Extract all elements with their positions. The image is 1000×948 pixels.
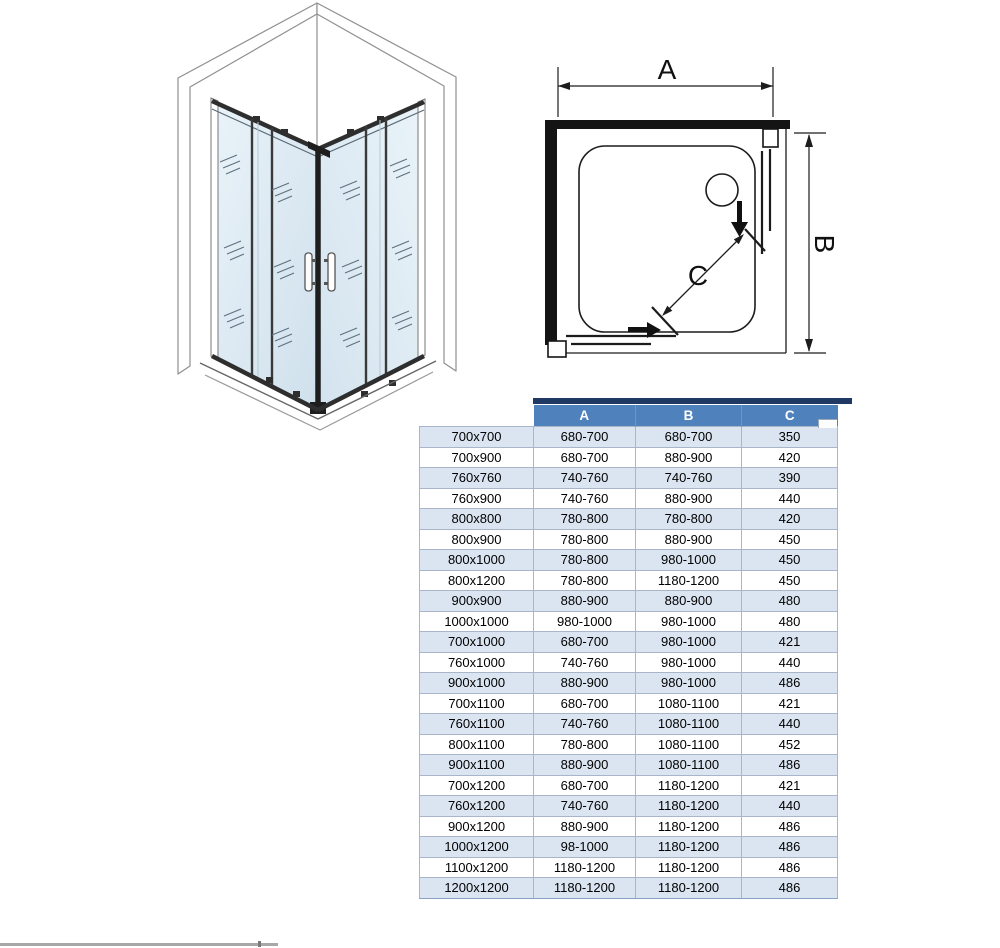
dim-a-cell: 780-800: [534, 550, 636, 571]
dim-c-cell: 440: [742, 796, 838, 817]
table-row: [420, 652, 838, 673]
dim-b-cell: 1180-1200: [636, 837, 742, 858]
size-cell: 800x1200: [420, 570, 534, 591]
size-cell: 1000x1000: [420, 611, 534, 632]
dim-b-cell: 1080-1100: [636, 755, 742, 776]
dim-c-cell: 421: [742, 775, 838, 796]
frame-stile-right: [418, 99, 425, 358]
roller: [253, 116, 260, 122]
dim-b-cell: 880-900: [636, 591, 742, 612]
dim-b-cell: 1180-1200: [636, 878, 742, 899]
dim-c-cell: 421: [742, 693, 838, 714]
table-row: [420, 550, 838, 571]
dim-a-cell: 880-900: [534, 816, 636, 837]
roller: [266, 377, 273, 383]
size-cell: 760x1100: [420, 714, 534, 735]
dim-b-cell: 1080-1100: [636, 714, 742, 735]
size-cell: 760x1200: [420, 796, 534, 817]
dim-c-cell: 450: [742, 529, 838, 550]
dim-c-cell: 420: [742, 447, 838, 468]
wall-end-profile-bottom: [548, 341, 566, 357]
dim-c-cell: 350: [742, 427, 838, 448]
table-row: [420, 878, 838, 899]
dim-b-cell: 780-800: [636, 509, 742, 530]
dim-a-cell: 680-700: [534, 632, 636, 653]
dim-a-cell: 1180-1200: [534, 857, 636, 878]
dim-c-cell: 450: [742, 570, 838, 591]
roller: [293, 391, 300, 397]
header-notch: [818, 419, 837, 428]
size-cell: 800x1100: [420, 734, 534, 755]
glass-panel-lines-bottom: [566, 336, 676, 344]
size-cell: 800x900: [420, 529, 534, 550]
wall-top: [545, 120, 790, 129]
size-table-block: [419, 398, 853, 899]
dim-a-cell: 740-760: [534, 488, 636, 509]
table-row: [420, 570, 838, 591]
size-table: [419, 405, 838, 899]
table-row: [420, 529, 838, 550]
dim-b-cell: 980-1000: [636, 550, 742, 571]
door-slide-arrow-down: [731, 201, 748, 237]
arrowhead: [805, 339, 813, 352]
dim-b-cell: 980-1000: [636, 673, 742, 694]
size-cell: 760x760: [420, 468, 534, 489]
dim-b-cell: 980-1000: [636, 652, 742, 673]
table-row: [420, 816, 838, 837]
dim-a-cell: 680-700: [534, 693, 636, 714]
dim-a-cell: 780-800: [534, 570, 636, 591]
table-row: [420, 611, 838, 632]
dim-a-cell: 98-1000: [534, 837, 636, 858]
glass-panel-lines-top: [762, 149, 770, 254]
shower-tray-outline: [579, 146, 755, 332]
size-cell: 760x900: [420, 488, 534, 509]
size-cell: 800x1000: [420, 550, 534, 571]
dim-a-cell: 740-760: [534, 714, 636, 735]
dim-c-cell: 450: [742, 550, 838, 571]
dim-a-cell: 680-700: [534, 775, 636, 796]
table-row: [420, 693, 838, 714]
dim-c-cell: 486: [742, 755, 838, 776]
dimension-b-label: B: [809, 234, 840, 254]
dim-b-cell: 680-700: [636, 427, 742, 448]
table-row: [420, 837, 838, 858]
bottom-scrollbar-tick: [258, 941, 261, 947]
table-row: [420, 673, 838, 694]
size-cell: 700x700: [420, 427, 534, 448]
dim-c-cell: 486: [742, 816, 838, 837]
dim-a-cell: 740-760: [534, 796, 636, 817]
table-row: [420, 714, 838, 735]
dim-b-cell: 1180-1200: [636, 796, 742, 817]
table-row: [420, 488, 838, 509]
table-row: [420, 591, 838, 612]
dim-a-cell: 740-760: [534, 652, 636, 673]
dim-b-cell: 1080-1100: [636, 693, 742, 714]
dim-c-cell: 420: [742, 509, 838, 530]
size-cell: 700x1200: [420, 775, 534, 796]
table-row: [420, 447, 838, 468]
dim-c-cell: 421: [742, 632, 838, 653]
dim-a-cell: 680-700: [534, 427, 636, 448]
size-cell: 900x1200: [420, 816, 534, 837]
dim-c-cell: 486: [742, 857, 838, 878]
dim-a-cell: 780-800: [534, 734, 636, 755]
dim-b-cell: 1180-1200: [636, 857, 742, 878]
dim-a-cell: 680-700: [534, 447, 636, 468]
size-table-header-row: [420, 405, 838, 427]
size-cell: 900x900: [420, 591, 534, 612]
size-cell: 700x900: [420, 447, 534, 468]
size-cell: 700x1000: [420, 632, 534, 653]
dim-b-cell: 880-900: [636, 447, 742, 468]
dim-c-cell: 486: [742, 837, 838, 858]
arrowhead: [761, 82, 773, 90]
size-table-body: [420, 427, 838, 899]
header-cell-c: C: [742, 405, 838, 427]
dim-b-cell: 1180-1200: [636, 775, 742, 796]
size-cell: 1000x1200: [420, 837, 534, 858]
size-cell: 1100x1200: [420, 857, 534, 878]
roller: [347, 129, 354, 135]
frame-stile-left: [211, 98, 218, 359]
header-cell-a: A: [534, 405, 636, 427]
dimension-c-label: C: [687, 260, 709, 291]
roller: [281, 129, 288, 135]
size-cell: 800x800: [420, 509, 534, 530]
size-cell: 1200x1200: [420, 878, 534, 899]
dim-a-cell: 1180-1200: [534, 878, 636, 899]
size-cell: 700x1100: [420, 693, 534, 714]
table-row: [420, 632, 838, 653]
dim-c-cell: 440: [742, 488, 838, 509]
table-row: [420, 796, 838, 817]
dim-c-cell: 440: [742, 652, 838, 673]
table-row: [420, 734, 838, 755]
front-view-diagram: [100, 0, 500, 450]
drain-circle: [706, 174, 738, 206]
dim-b-cell: 1080-1100: [636, 734, 742, 755]
wall-left: [545, 120, 557, 345]
arrowhead: [558, 82, 570, 90]
table-row: [420, 509, 838, 530]
dim-b-cell: 740-760: [636, 468, 742, 489]
size-cell: 760x1000: [420, 652, 534, 673]
dim-c-cell: 486: [742, 878, 838, 899]
dim-b-cell: 1180-1200: [636, 816, 742, 837]
dim-c-cell: 480: [742, 611, 838, 632]
dim-a-cell: 780-800: [534, 529, 636, 550]
table-row: [420, 857, 838, 878]
header-cell-b: B: [636, 405, 742, 427]
table-row: [420, 755, 838, 776]
dim-a-cell: 780-800: [534, 509, 636, 530]
arrowhead: [805, 134, 813, 147]
dim-c-cell: 390: [742, 468, 838, 489]
dim-a-cell: 880-900: [534, 673, 636, 694]
table-row: [420, 468, 838, 489]
dim-a-cell: 980-1000: [534, 611, 636, 632]
dim-a-cell: 740-760: [534, 468, 636, 489]
dimension-a-label: A: [657, 54, 677, 85]
size-cell: 900x1000: [420, 673, 534, 694]
table-top-accent-bar: [533, 398, 852, 404]
dim-c-cell: 480: [742, 591, 838, 612]
dim-b-cell: 980-1000: [636, 611, 742, 632]
dim-b-cell: 880-900: [636, 488, 742, 509]
size-cell: 900x1100: [420, 755, 534, 776]
bottom-scrollbar-remnant: [0, 943, 278, 946]
dim-c-cell: 452: [742, 734, 838, 755]
dim-c-cell: 440: [742, 714, 838, 735]
dim-b-cell: 1180-1200: [636, 570, 742, 591]
table-row: [420, 775, 838, 796]
dim-b-cell: 880-900: [636, 529, 742, 550]
header-cell-size: [420, 405, 534, 427]
dim-a-cell: 880-900: [534, 591, 636, 612]
dim-a-cell: 880-900: [534, 755, 636, 776]
table-row: [420, 427, 838, 448]
dim-c-cell: 486: [742, 673, 838, 694]
wall-end-profile-top: [763, 129, 778, 147]
dim-b-cell: 980-1000: [636, 632, 742, 653]
plan-view-diagram: [520, 40, 870, 390]
